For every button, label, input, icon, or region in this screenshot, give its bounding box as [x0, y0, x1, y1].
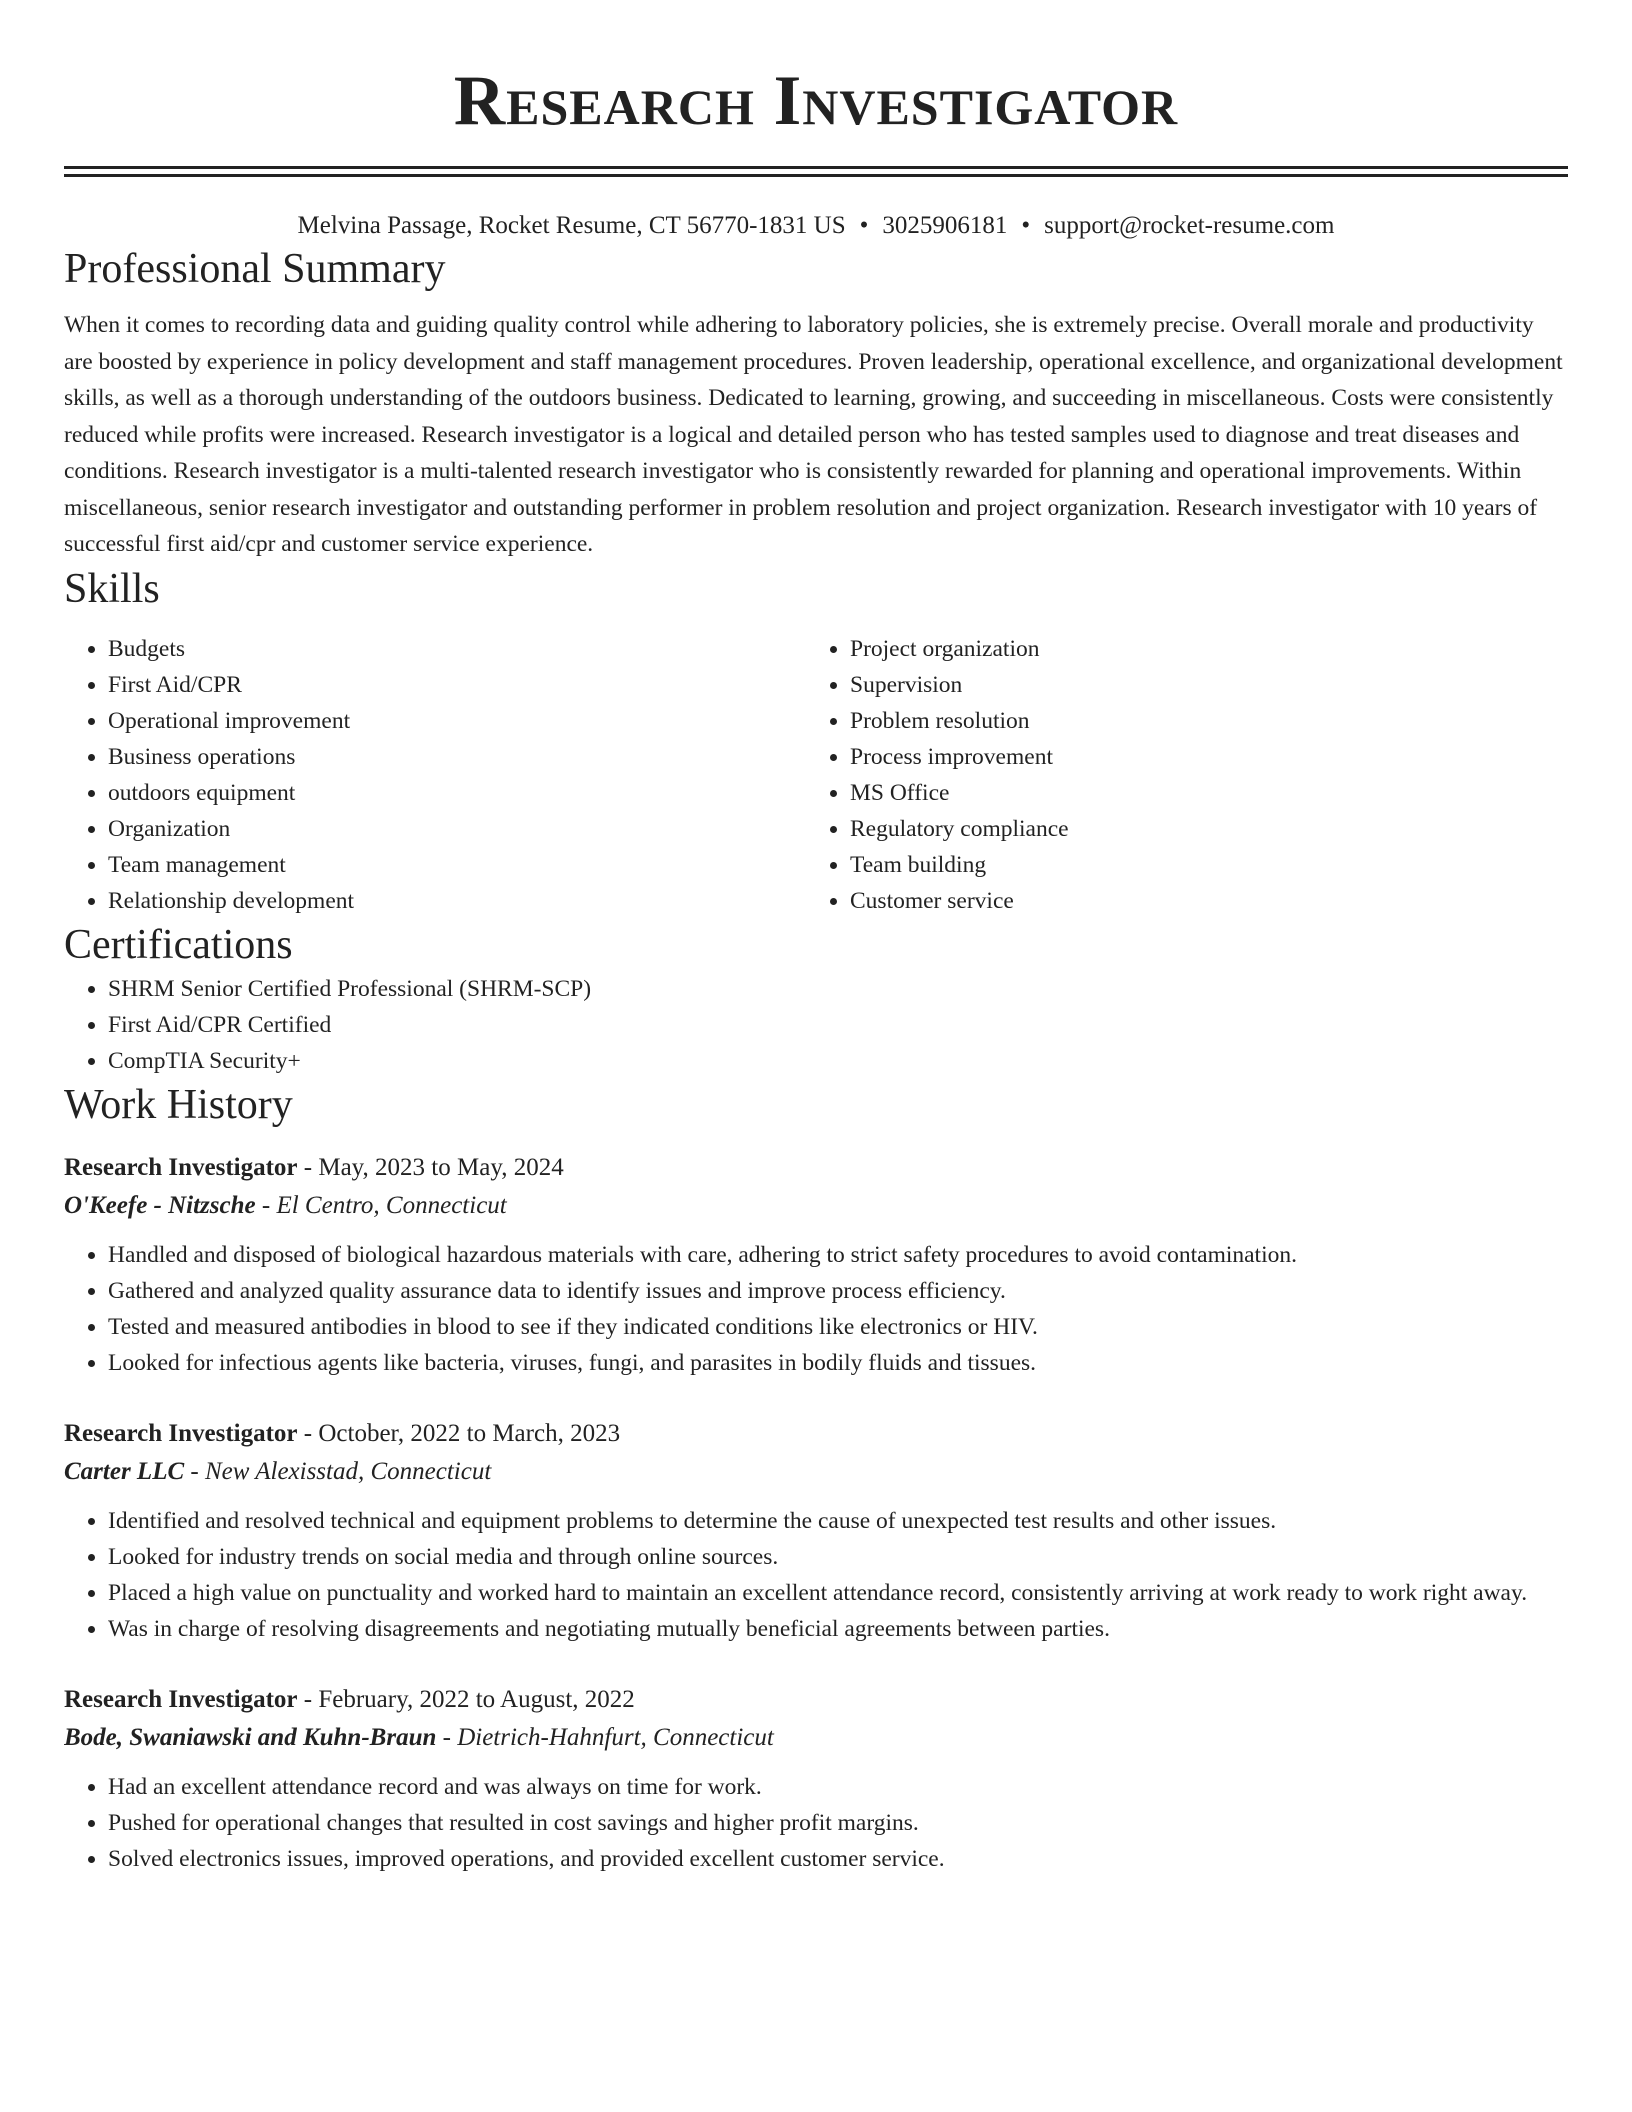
job-dates: - February, 2022 to August, 2022 — [303, 1685, 635, 1713]
certifications-list — [64, 971, 1568, 1079]
job-title: Research Investigator — [64, 1685, 298, 1713]
skill-item: • Team management — [108, 847, 806, 883]
job-bullet: • Handled and disposed of biological hazardous materials with care, adhering to strict safety procedures to avoid contamination. — [108, 1237, 1568, 1273]
job-bullets — [64, 1769, 1568, 1877]
certification-item: • SHRM Senior Certified Professional (SHRM-SCP) — [108, 971, 1568, 1007]
skill-item: • Business operations — [108, 739, 806, 775]
contact-address: Melvina Passage, Rocket Resume, CT 56770-1831 US — [297, 212, 846, 239]
job-location: - New Alexisstad, Connecticut — [190, 1457, 492, 1485]
skill-item: • Organization — [108, 811, 806, 847]
job-location: - Dietrich-Hahnfurt, Connecticut — [442, 1723, 774, 1751]
contact-separator: • — [859, 212, 869, 239]
skill-item: • Team building — [850, 847, 1548, 883]
contact-separator: • — [1021, 212, 1031, 239]
skill-item: • MS Office — [850, 775, 1548, 811]
job-dates: - October, 2022 to March, 2023 — [303, 1419, 621, 1447]
job-bullets — [64, 1503, 1568, 1647]
job-company-line — [64, 1453, 1568, 1491]
job-bullet: • Tested and measured antibodies in blood to see if they indicated conditions like electronics or HIV. — [108, 1309, 1568, 1345]
job-entry — [64, 1415, 1568, 1647]
skills-heading: Skills — [64, 565, 160, 612]
skill-item: • First Aid/CPR — [108, 667, 806, 703]
work-history-heading: Work History — [64, 1081, 293, 1128]
job-bullet: • Solved electronics issues, improved operations, and provided excellent customer service. — [108, 1841, 1568, 1877]
skill-item: • Relationship development — [108, 883, 806, 919]
title-double-rule — [64, 166, 1568, 177]
job-bullet: • Looked for industry trends on social media and through online sources. — [108, 1539, 1568, 1575]
summary-text: When it comes to recording data and guiding quality control while adhering to laboratory policies, she is extremely precise. Overall morale and productivity are boosted by experience in policy development and staff management procedures. Proven leadership, operational excellence, and organizational development skills, as well as a thorough understanding of the outdoors business. Dedicated to learning, growing, and succeeding in miscellaneous. Costs were consistently reduced while profits were increased. Research investigator is a logical and detailed person who has tested samples used to diagnose and treat diseases and conditions. Research investigator is a multi-talented research investigator who is consistently rewarded for planning and operational improvements. Within miscellaneous, senior research investigator and outstanding performer in problem resolution and project organization. Research investigator with 10 years of successful first aid/cpr and customer service experience. — [64, 312, 1563, 557]
job-title: Research Investigator — [64, 1153, 298, 1181]
job-company: Bode, Swaniawski and Kuhn-Braun — [64, 1723, 437, 1751]
skills-list-right — [806, 631, 1548, 919]
summary-heading: Professional Summary — [64, 246, 446, 292]
skill-item: • Process improvement — [850, 739, 1548, 775]
skill-item: • Operational improvement — [108, 703, 806, 739]
job-bullet: • Pushed for operational changes that resulted in cost savings and higher profit margins. — [108, 1805, 1568, 1841]
certifications-heading: Certifications — [64, 921, 293, 968]
resume-page — [64, 0, 1568, 2112]
contact-line — [64, 209, 1568, 243]
job-dates: - May, 2023 to May, 2024 — [303, 1153, 564, 1181]
job-bullet: • Placed a high value on punctuality and worked hard to maintain an excellent attendance record, consistently arriving at work ready to work right away. — [108, 1575, 1568, 1611]
job-bullet: • Gathered and analyzed quality assurance data to identify issues and improve process efficiency. — [108, 1273, 1568, 1309]
skill-item: • Problem resolution — [850, 703, 1548, 739]
job-company-line — [64, 1719, 1568, 1757]
skills-columns — [64, 631, 1568, 919]
contact-phone: 3025906181 — [882, 212, 1008, 239]
job-entry — [64, 1149, 1568, 1381]
contact-email[interactable]: support@rocket-resume.com — [1044, 212, 1335, 239]
skill-item: • Supervision — [850, 667, 1548, 703]
skill-item: • Budgets — [108, 631, 806, 667]
skills-list-left — [64, 631, 806, 919]
job-company-line — [64, 1187, 1568, 1225]
resume-title: Research Investigator — [453, 62, 1179, 140]
skill-item: • outdoors equipment — [108, 775, 806, 811]
certification-item: • First Aid/CPR Certified — [108, 1007, 1568, 1043]
job-company: O'Keefe - Nitzsche — [64, 1191, 256, 1219]
job-company: Carter LLC — [64, 1457, 185, 1485]
job-bullet: • Identified and resolved technical and equipment problems to determine the cause of unexpected test results and other issues. — [108, 1503, 1568, 1539]
job-bullets — [64, 1237, 1568, 1381]
skill-item: • Customer service — [850, 883, 1548, 919]
job-title: Research Investigator — [64, 1419, 298, 1447]
job-location: - El Centro, Connecticut — [261, 1191, 507, 1219]
job-title-line — [64, 1681, 1568, 1719]
job-title-line — [64, 1149, 1568, 1187]
skill-item: • Project organization — [850, 631, 1548, 667]
job-entry — [64, 1681, 1568, 1877]
certification-item: • CompTIA Security+ — [108, 1043, 1568, 1079]
job-bullet: • Had an excellent attendance record and was always on time for work. — [108, 1769, 1568, 1805]
job-title-line — [64, 1415, 1568, 1453]
job-bullet: • Was in charge of resolving disagreements and negotiating mutually beneficial agreements between parties. — [108, 1611, 1568, 1647]
job-bullet: • Looked for infectious agents like bacteria, viruses, fungi, and parasites in bodily fluids and tissues. — [108, 1345, 1568, 1381]
skill-item: • Regulatory compliance — [850, 811, 1548, 847]
